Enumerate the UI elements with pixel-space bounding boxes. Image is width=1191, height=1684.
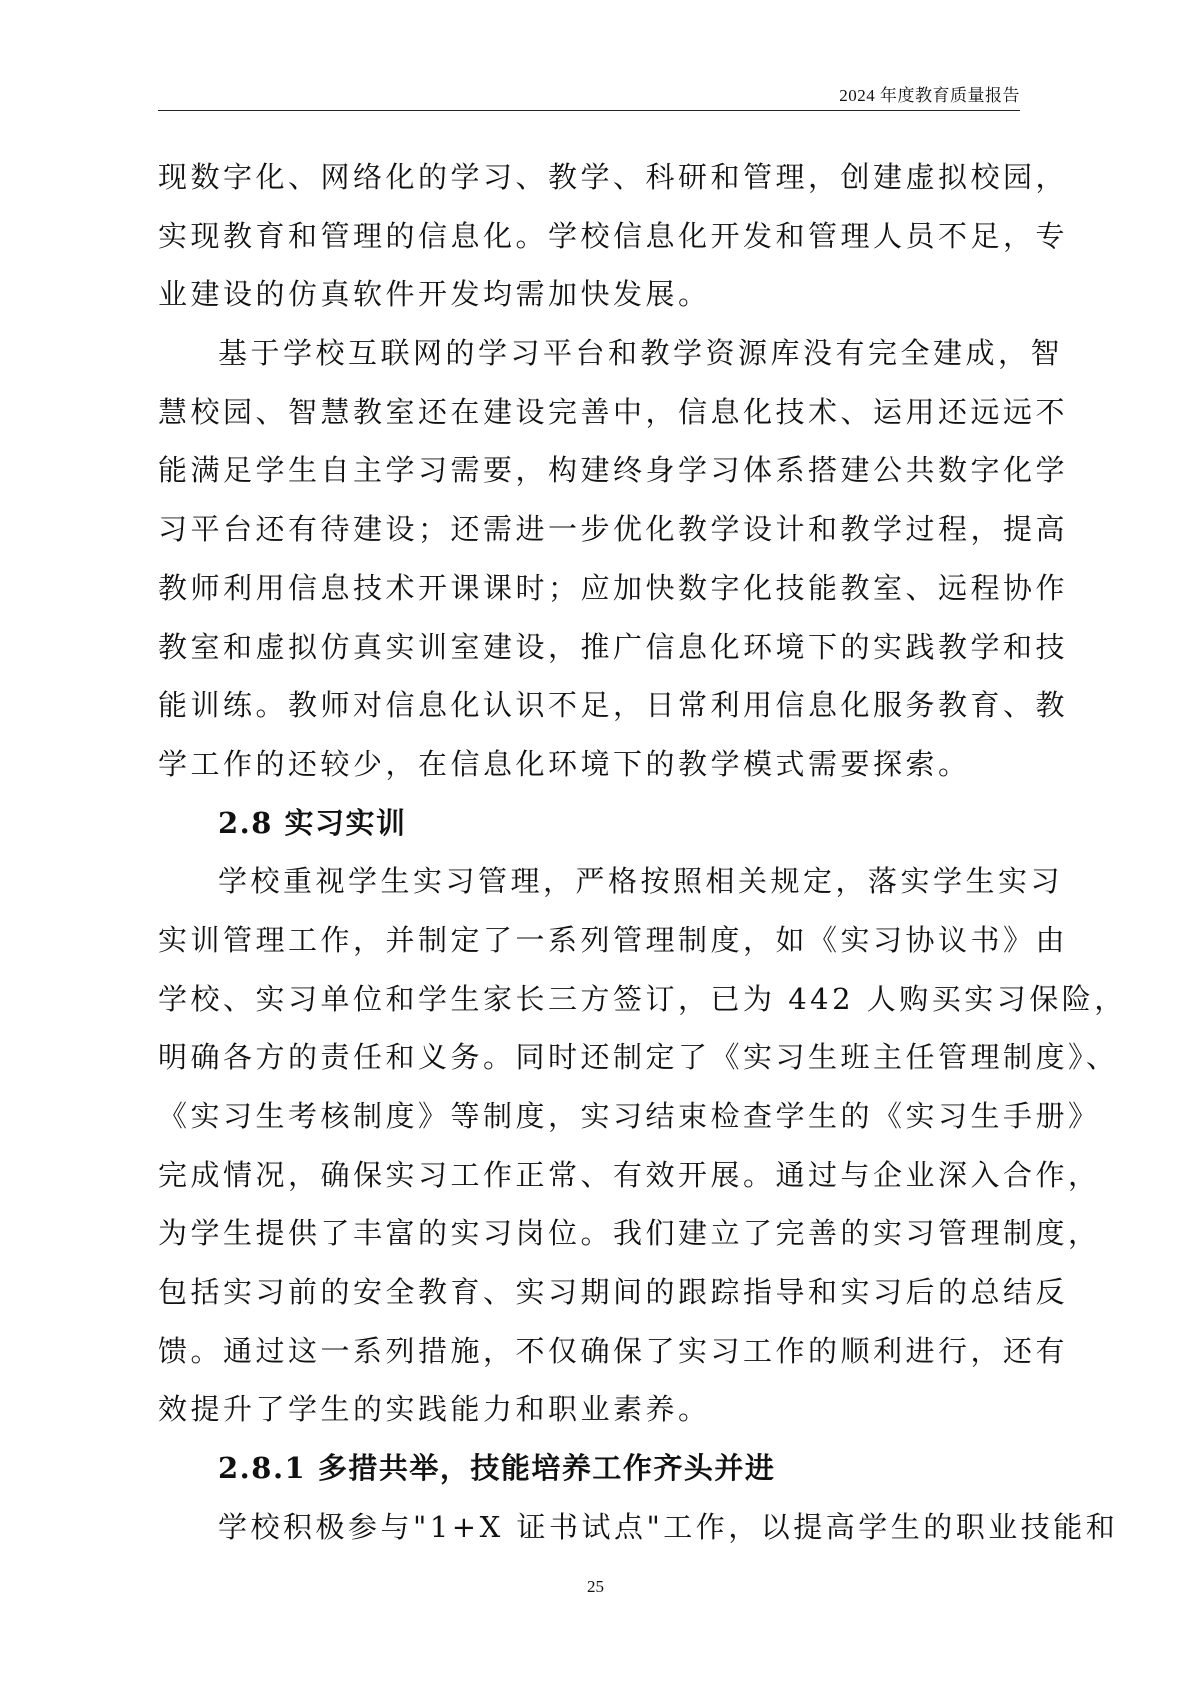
- text-line: 学工作的还较少，在信息化环境下的教学模式需要探索。: [158, 746, 971, 781]
- text-line: 明确各方的责任和义务。同时还制定了《实习生班主任管理制度》、: [158, 1040, 1119, 1075]
- text-line: 《实习生考核制度》等制度，实习结束检查学生的《实习生手册》: [158, 1099, 1101, 1133]
- text-line: 包括实习前的安全教育、实习期间的跟踪指导和实习后的总结反: [158, 1275, 1069, 1310]
- text-line: 基于学校互联网的学习平台和教学资源库没有完全建成，智: [218, 336, 1064, 371]
- text-line: 教室和虚拟仿真实训室建设，推广信息化环境下的实践教学和技: [158, 629, 1069, 664]
- text-line: 完成情况，确保实习工作正常、有效开展。通过与企业深入合作，: [158, 1157, 1101, 1192]
- text-line: 现数字化、网络化的学习、教学、科研和管理，创建虚拟校园，: [158, 160, 1069, 194]
- text-line: 能满足学生自主学习需要，构建终身学习体系搭建公共数字化学: [158, 453, 1069, 488]
- text-line: 习平台还有待建设；还需进一步优化教学设计和教学过程，提高: [158, 512, 1069, 547]
- section-heading: 2.8 实习实训: [218, 805, 407, 840]
- text-line: 慧校园、智慧教室还在建设完善中，信息化技术、运用还远远不: [158, 394, 1069, 429]
- text-line: 学校积极参与"1+X 证书试点"工作，以提高学生的职业技能和: [218, 1509, 1119, 1544]
- text-line: 效提升了学生的实践能力和职业素养。: [158, 1392, 711, 1427]
- text-line: 实现教育和管理的信息化。学校信息化开发和管理人员不足，专: [158, 218, 1069, 253]
- body-text: [158, 148, 1127, 1557]
- text-line: 为学生提供了丰富的实习岗位。我们建立了完善的实习管理制度，: [158, 1216, 1101, 1251]
- header-title: 2024 年度教育质量报告: [839, 86, 1020, 105]
- text-line: 学校、实习单位和学生家长三方签订，已为 442 人购买实习保险，: [158, 981, 1127, 1016]
- page-number: 25: [587, 1577, 604, 1596]
- text-line: 能训练。教师对信息化认识不足，日常利用信息化服务教育、教: [158, 688, 1069, 723]
- text-line: 学校重视学生实习管理，严格按照相关规定，落实学生实习: [218, 864, 1064, 899]
- text-line: 教师利用信息技术开课课时；应加快数字化技能教室、远程协作: [158, 570, 1069, 605]
- text-line: 实训管理工作，并制定了一系列管理制度，如《实习协议书》由: [158, 922, 1069, 957]
- text-line: 业建设的仿真软件开发均需加快发展。: [158, 277, 711, 312]
- page-header: [158, 84, 1020, 111]
- text-line: 馈。通过这一系列措施，不仅确保了实习工作的顺利进行，还有: [158, 1333, 1069, 1368]
- subsection-heading: 2.8.1 多措共举，技能培养工作齐头并进: [218, 1451, 776, 1486]
